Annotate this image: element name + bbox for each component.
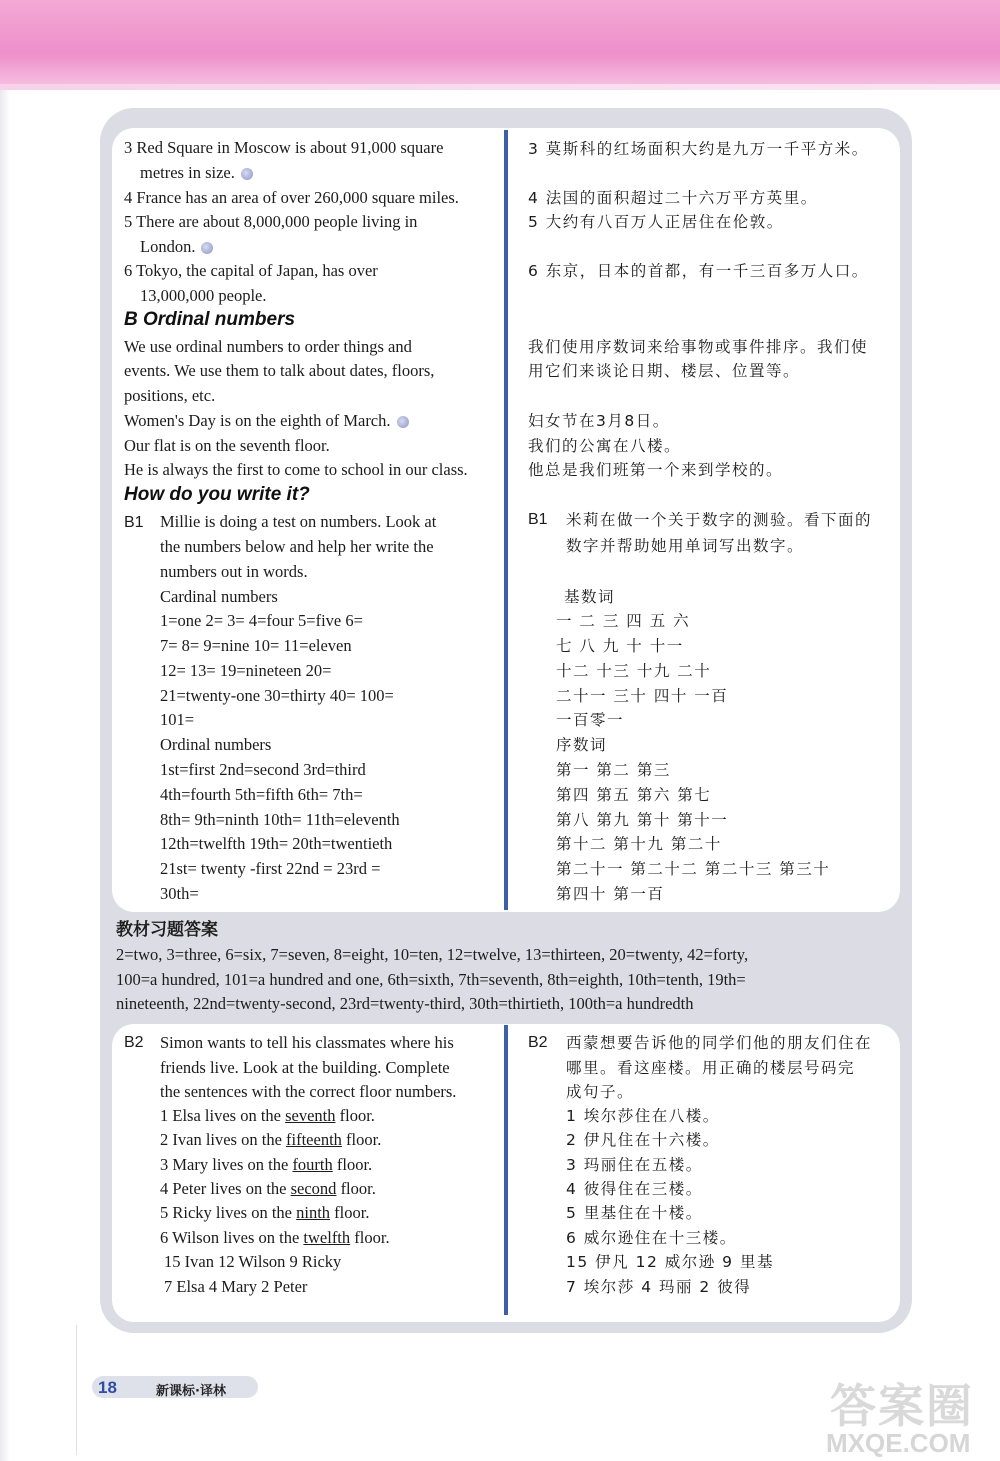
- audio-icon[interactable]: [241, 168, 253, 180]
- b1-en-4: Cardinal numbers: [160, 587, 278, 606]
- page-number: 18: [98, 1378, 117, 1397]
- b1-en-9: 101=: [160, 710, 195, 729]
- b1-zh-1: 基数词: [564, 588, 616, 606]
- section-b-zh-5: 他总是我们班第一个来到学校的。: [528, 461, 784, 479]
- section-b-zh-3: 妇女节在3月8日。: [528, 412, 670, 430]
- b1-label: B1: [124, 514, 144, 531]
- sentence-5-zh: 5 大约有八百万人正居住在伦敦。: [528, 213, 784, 231]
- audio-icon[interactable]: [397, 416, 409, 428]
- section-b-en-1: We use ordinal numbers to order things and: [124, 337, 412, 356]
- b1-zh-intro-2: 数字并帮助她用单词写出数字。: [566, 537, 805, 555]
- answers-line-2: 100=a hundred, 101=a hundred and one, 6th=sixth, 7th=seventh, 8th=eighth, 10th=tenth, 19th=: [116, 970, 746, 989]
- sentence-5-en-cont: London.: [140, 237, 213, 257]
- b2-en-intro-3: the sentences with the correct floor numbers.: [160, 1082, 457, 1101]
- section-b-zh-4: 我们的公寓在八楼。: [528, 437, 682, 455]
- b2-zh-intro-2: 哪里。看这座楼。用正确的楼层号码完: [566, 1059, 856, 1077]
- b2-label: B2: [124, 1034, 144, 1051]
- section-b-zh-2: 用它们来谈论日期、楼层、位置等。: [528, 362, 801, 380]
- b2-zh-2: 2 伊凡住在十六楼。: [566, 1131, 720, 1149]
- section-b-en-2: events. We use them to talk about dates, floors,: [124, 361, 435, 380]
- top-color-band: [0, 0, 1000, 90]
- b1-en-10: Ordinal numbers: [160, 735, 272, 754]
- b1-zh-2: 一 二 三 四 五 六: [556, 612, 691, 630]
- b1-zh-11: 第十二 第十九 第二十: [556, 835, 722, 853]
- b1-en-3: numbers out in words.: [160, 562, 308, 581]
- b2-item-1: 1 Elsa lives on the seventh floor.: [160, 1106, 375, 1125]
- b1-en-7: 12= 13= 19=nineteen 20=: [160, 661, 332, 680]
- sentence-3-zh: 3 莫斯科的红场面积大约是九万一千平方米。: [528, 140, 869, 158]
- answer-blank: twelfth: [303, 1228, 351, 1247]
- sentence-3-en-cont: metres in size.: [140, 163, 253, 183]
- sentence-4-zh: 4 法国的面积超过二十六万平方英里。: [528, 189, 818, 207]
- b1-en-14: 12th=twelfth 19th= 20th=twentieth: [160, 834, 393, 853]
- b2-zh-key-2: 7 埃尔莎 4 玛丽 2 彼得: [566, 1278, 752, 1296]
- sentence-6-zh: 6 东京，日本的首都，有一千三百多万人口。: [528, 262, 869, 280]
- column-divider-upper: [504, 130, 508, 910]
- sentence-3-en: 3 Red Square in Moscow is about 91,000 square: [124, 138, 444, 157]
- b2-en-intro-2: friends live. Look at the building. Complete: [160, 1058, 450, 1077]
- gutter-line: [76, 1325, 77, 1455]
- watermark-url: MXQE.COM: [826, 1428, 971, 1458]
- b1-en-5: 1=one 2= 3= 4=four 5=five 6=: [160, 611, 363, 630]
- b2-key-2: 7 Elsa 4 Mary 2 Peter: [164, 1277, 308, 1296]
- section-b-en-3: positions, etc.: [124, 386, 216, 405]
- b1-zh-intro-1: 米莉在做一个关于数字的测验。看下面的: [566, 511, 873, 529]
- answer-blank: fifteenth: [286, 1130, 342, 1149]
- left-edge-strip: [0, 90, 10, 1461]
- section-b-example-3: He is always the first to come to school in our class.: [124, 460, 468, 479]
- b1-zh-6: 一百零一: [556, 711, 625, 729]
- answer-blank: second: [290, 1179, 337, 1198]
- b2-zh-intro-3: 成句子。: [566, 1083, 635, 1101]
- b1-en-8: 21=twenty-one 30=thirty 40= 100=: [160, 686, 394, 705]
- b2-key-1: 15 Ivan 12 Wilson 9 Ricky: [164, 1252, 342, 1271]
- b2-item-2: 2 Ivan lives on the fifteenth floor.: [160, 1130, 382, 1149]
- b1-label-zh: B1: [528, 511, 548, 528]
- section-b-example-2: Our flat is on the seventh floor.: [124, 436, 330, 455]
- b1-zh-9: 第四 第五 第六 第七: [556, 786, 712, 804]
- b1-en-2: the numbers below and help her write the: [160, 537, 434, 556]
- section-b-example-1: Women's Day is on the eighth of March.: [124, 411, 409, 431]
- b2-zh-5: 5 里基住在十楼。: [566, 1204, 703, 1222]
- b1-zh-4: 十二 十三 十九 二十: [556, 662, 712, 680]
- sentence-5-en: 5 There are about 8,000,000 people living in: [124, 212, 418, 231]
- b1-zh-10: 第八 第九 第十 第十一: [556, 811, 729, 829]
- b1-zh-8: 第一 第二 第三: [556, 761, 671, 779]
- b1-en-15: 21st= twenty -first 22nd = 23rd =: [160, 859, 381, 878]
- b1-zh-13: 第四十 第一百: [556, 885, 665, 903]
- watermark-logo: 答案圈: [830, 1379, 974, 1433]
- how-heading: How do you write it?: [124, 484, 310, 505]
- b1-en-11: 1st=first 2nd=second 3rd=third: [160, 760, 366, 779]
- b2-zh-1: 1 埃尔莎住在八楼。: [566, 1107, 720, 1125]
- b2-en-intro-1: Simon wants to tell his classmates where his: [160, 1033, 454, 1052]
- b2-item-4: 4 Peter lives on the second floor.: [160, 1179, 376, 1198]
- b1-en-12: 4th=fourth 5th=fifth 6th= 7th=: [160, 785, 363, 804]
- section-b-heading: B Ordinal numbers: [124, 309, 296, 330]
- answer-blank: fourth: [292, 1155, 333, 1174]
- audio-icon[interactable]: [201, 242, 213, 254]
- b2-zh-intro-1: 西蒙想要告诉他的同学们他的朋友们住在: [566, 1034, 873, 1052]
- b1-en-13: 8th= 9th=ninth 10th= 11th=eleventh: [160, 810, 400, 829]
- section-b-zh-1: 我们使用序数词来给事物或事件排序。我们使: [528, 338, 869, 356]
- column-divider-lower: [504, 1025, 508, 1315]
- sentence-6-en: 6 Tokyo, the capital of Japan, has over: [124, 261, 378, 280]
- b1-zh-3: 七 八 九 十 十一: [556, 637, 684, 655]
- b1-zh-7: 序数词: [556, 736, 608, 754]
- b1-zh-5: 二十一 三十 四十 一百: [556, 687, 729, 705]
- answers-line-1: 2=two, 3=three, 6=six, 7=seven, 8=eight, 10=ten, 12=twelve, 13=thirteen, 20=twenty, 42=forty,: [116, 945, 749, 964]
- b2-label-zh: B2: [528, 1034, 548, 1051]
- answer-blank: seventh: [285, 1106, 336, 1125]
- b2-zh-4: 4 彼得住在三楼。: [566, 1180, 703, 1198]
- b1-zh-12: 第二十一 第二十二 第二十三 第三十: [556, 860, 831, 878]
- answers-line-3: nineteenth, 22nd=twenty-second, 23rd=twenty-third, 30th=thirtieth, 100th=a hundredth: [116, 994, 694, 1013]
- b2-zh-3: 3 玛丽住在五楼。: [566, 1156, 703, 1174]
- b1-en-1: Millie is doing a test on numbers. Look at: [160, 512, 437, 531]
- sentence-6-en-cont: 13,000,000 people.: [140, 286, 267, 305]
- series-name: 新课标·译林: [156, 1384, 226, 1399]
- sentence-4-en: 4 France has an area of over 260,000 square miles.: [124, 188, 459, 207]
- b1-en-6: 7= 8= 9=nine 10= 11=eleven: [160, 636, 352, 655]
- b2-item-6: 6 Wilson lives on the twelfth floor.: [160, 1228, 390, 1247]
- b1-en-16: 30th=: [160, 884, 199, 903]
- answers-title: 教材习题答案: [116, 920, 218, 940]
- answer-blank: ninth: [296, 1203, 331, 1222]
- b2-zh-6: 6 威尔逊住在十三楼。: [566, 1229, 737, 1247]
- b2-zh-key-1: 15 伊凡 12 威尔逊 9 里基: [566, 1253, 774, 1271]
- b2-item-5: 5 Ricky lives on the ninth floor.: [160, 1203, 370, 1222]
- b2-item-3: 3 Mary lives on the fourth floor.: [160, 1155, 373, 1174]
